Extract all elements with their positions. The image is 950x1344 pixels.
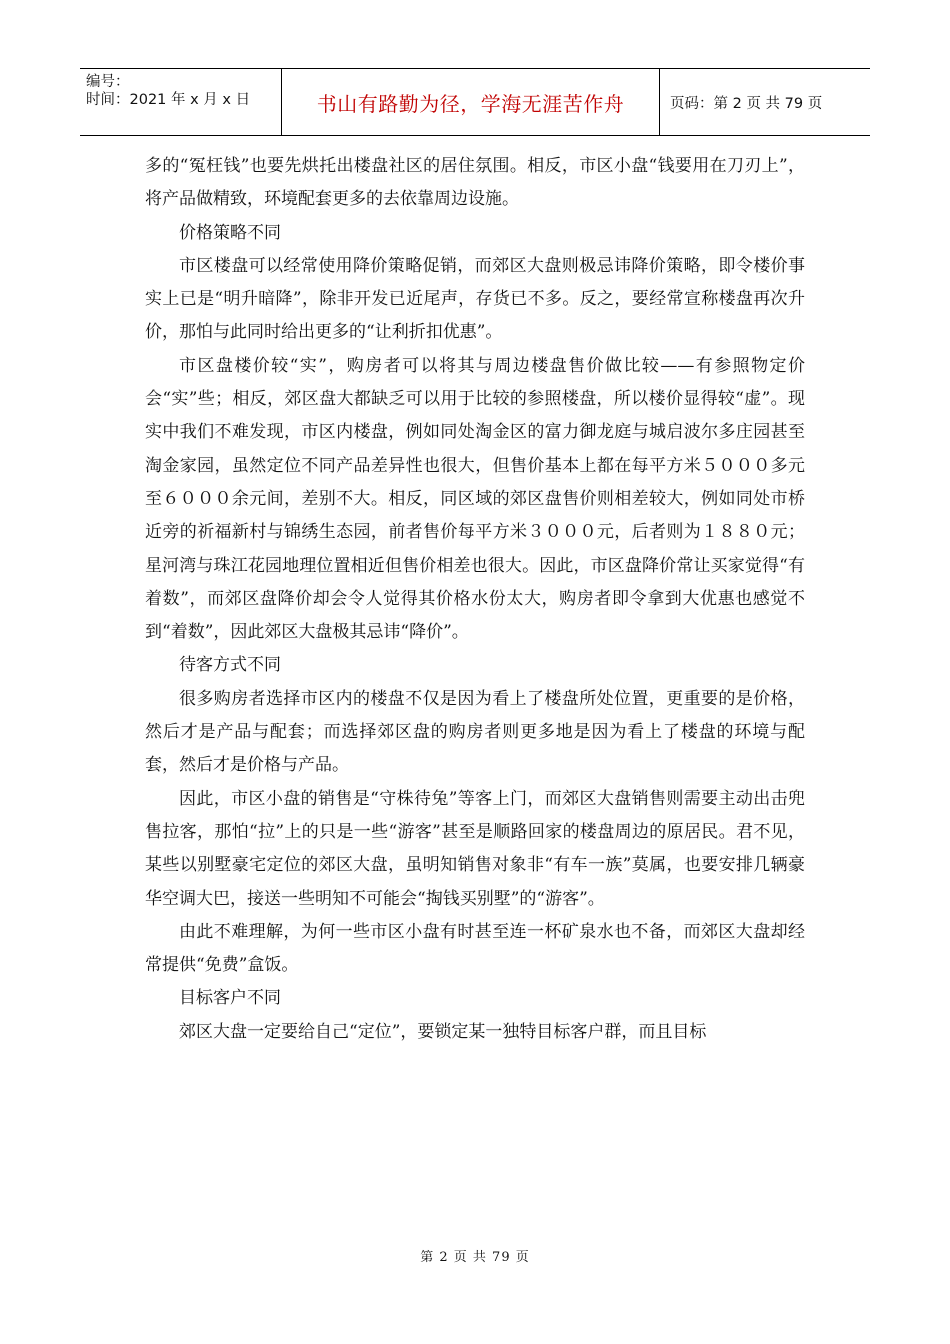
section-heading-price-strategy: 价格策略不同 [179, 222, 281, 243]
document-number-label: 编号： [86, 74, 130, 90]
section-heading-customer-service: 待客方式不同 [179, 655, 281, 676]
document-body [145, 150, 805, 1049]
header-meta [80, 69, 282, 135]
paragraph: 郊区大盘一定要给自己“定位”，要锁定某一独特目标客户群，而且目标 [179, 1021, 707, 1042]
page-header [80, 68, 870, 136]
paragraph: 很多购房者选择市区内的楼盘不仅是因为看上了楼盘所处位置，更重要的是价格，然后才是产品与配套；而选择郊区盘的购房者则更多地是因为看上了楼盘的环境与配套，然后才是价格与产品。 [145, 688, 805, 776]
paragraph-continuation: 多的“冤枉钱”也要先烘托出楼盘社区的居住氛围。相反，市区小盘“钱要用在刀刃上”，将产品做精致，环境配套更多的去依靠周边设施。 [145, 156, 805, 210]
section-heading-target-customers: 目标客户不同 [179, 988, 281, 1009]
header-page-number: 页码：第 2 页 共 79 页 [670, 95, 823, 112]
header-motto: 书山有路勤为径，学海无涯苦作舟 [282, 69, 660, 135]
paragraph: 市区盘楼价较“实”，购房者可以将其与周边楼盘售价做比较——有参照物定价会“实”些；相反，郊区盘大都缺乏可以用于比较的参照楼盘，所以楼价显得较“虚”。现实中我们不难发现，市区内楼盘，例如同处淘金区的富力御龙庭与城启波尔多庄园甚至淘金家园，虽然定位不同产品差异性也很大，但售价基本上都在每平方米５０００多元至６０００余元间，差别不大。相反，同区域的郊区盘售价则相差较大，例如同处市桥近旁的祈福新村与锦绣生态园，前者售价每平方米３０００元，后者则为１８８０元；星河湾与珠江花园地理位置相近但售价相差也很大。因此，市区盘降价常让买家觉得“有着数”，而郊区盘降价却会令人觉得其价格水份太大，购房者即令拿到大优惠也感觉不到“着数”，因此郊区大盘极其忌讳“降价”。 [145, 355, 805, 643]
paragraph: 由此不难理解，为何一些市区小盘有时甚至连一杯矿泉水也不备，而郊区大盘却经常提供“免费”盒饭。 [145, 921, 805, 976]
paragraph: 因此，市区小盘的销售是“守株待兔”等客上门，而郊区大盘销售则需要主动出击兜售拉客，那怕“拉”上的只是一些“游客”甚至是顺路回家的楼盘周边的原居民。君不见，某些以别墅豪宅定位的郊区大盘，虽明知销售对象非“有车一族”莫属，也要安排几辆豪华空调大巴，接送一些明知不可能会“掏钱买别墅”的“游客”。 [145, 788, 805, 909]
paragraph: 市区楼盘可以经常使用降价策略促销，而郊区大盘则极忌讳降价策略，即令楼价事实上已是“明升暗降”，除非开发已近尾声，存货已不多。反之，要经常宣称楼盘再次升价，那怕与此同时给出更多的“让利折扣优惠”。 [145, 255, 805, 343]
document-date-label: 时间：2021 年 x 月 x 日 [86, 92, 251, 108]
page-footer: 第 2 页 共 79 页 [420, 1250, 530, 1265]
